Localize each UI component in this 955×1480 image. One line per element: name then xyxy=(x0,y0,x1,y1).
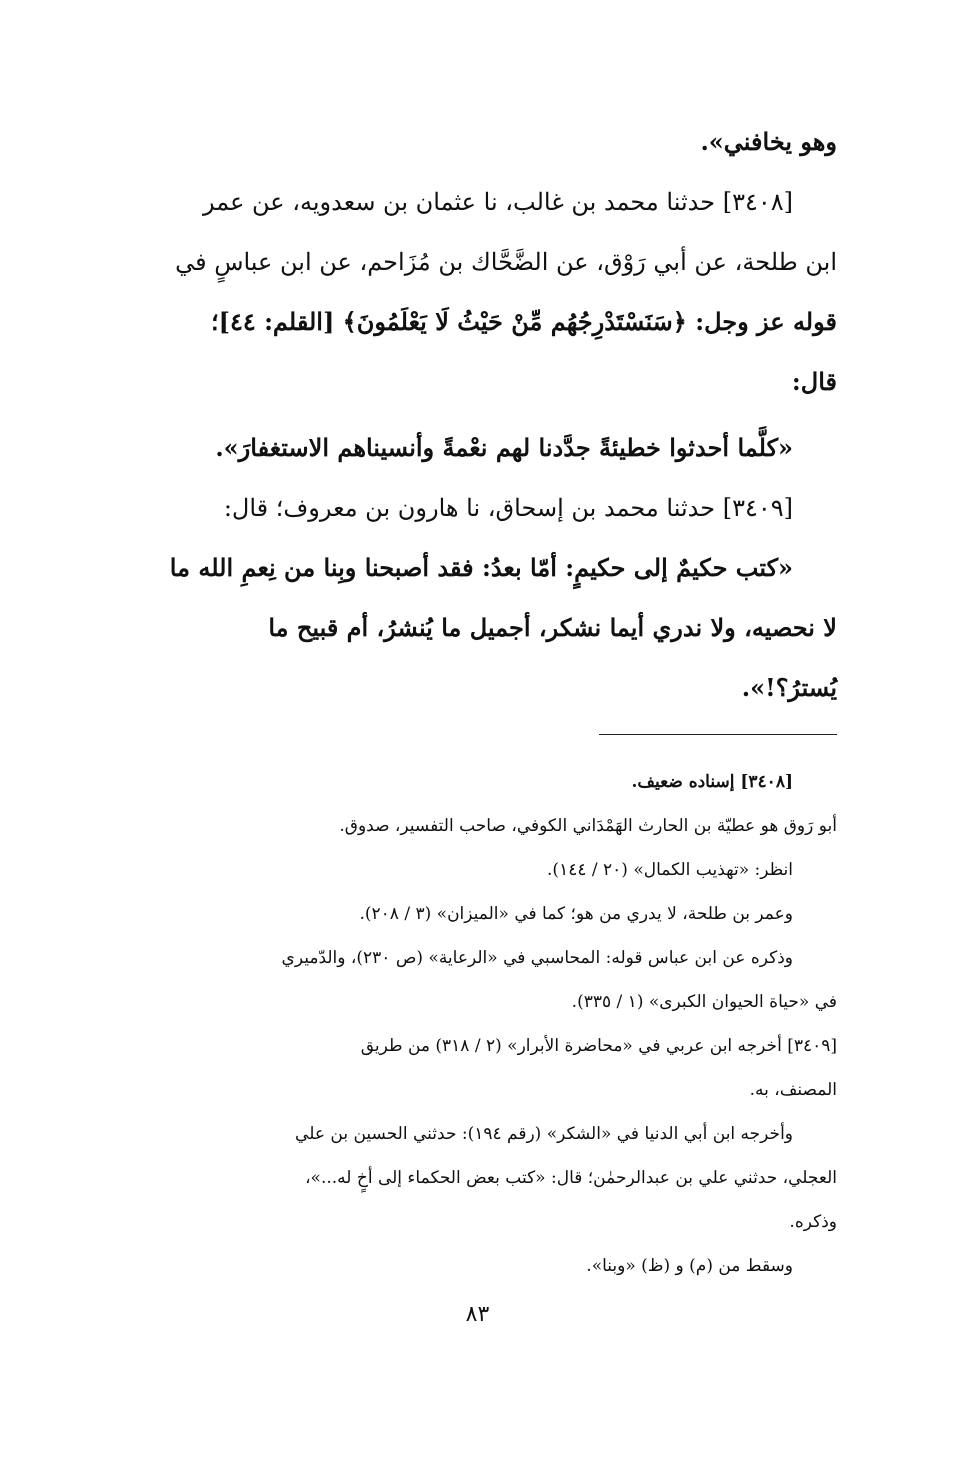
footnote-line: وسقط من (م) و (ظ) «وبنا». xyxy=(586,1256,793,1276)
quote-line: «كتب حكيمٌ إلى حكيمٍ: أمّا بعدُ: فقد أصبحنا وبِنا من نِعمِ الله ما xyxy=(169,553,793,582)
footnote-line: انظر: «تهذيب الكمال» (٢٠ / ١٤٤). xyxy=(547,860,793,880)
footnote-line: أبو رَوق هو عطيّة بن الحارث الهَمْدَاني الكوفي، صاحب التفسير، صدوق. xyxy=(339,816,837,836)
footnote-line: وأخرجه ابن أبي الدنيا في «الشكر» (رقم ١٩٤): حدثني الحسين بن علي xyxy=(295,1124,793,1144)
page-number: ٨٣ xyxy=(465,1302,490,1327)
hadith-3408-line: [٣٤٠٨] حدثنا محمد بن غالب، نا عثمان بن سعدويه، عن عمر xyxy=(202,188,793,216)
main-text xyxy=(117,112,837,718)
footnote-line: في «حياة الحيوان الكبرى» (١ / ٣٣٥). xyxy=(571,992,837,1012)
footnote-divider xyxy=(599,734,837,735)
text-line: قال: xyxy=(791,367,837,396)
hadith-3409-line: [٣٤٠٩] حدثنا محمد بن إسحاق، نا هارون بن معروف؛ قال: xyxy=(223,494,793,522)
footnote-line: وعمر بن طلحة، لا يدري من هو؛ كما في «الميزان» (٣ / ٢٠٨). xyxy=(359,904,793,924)
footnote-line: وذكره. xyxy=(789,1212,837,1232)
text-line: وهو يخافني». xyxy=(700,127,837,156)
quran-verse-line: قوله عز وجل: ﴿سَنَسْتَدْرِجُهُم مِّنْ حَيْثُ لَا يَعْلَمُونَ﴾ [القلم: ٤٤]؛ xyxy=(210,307,837,336)
footnote-line: وذكره عن ابن عباس قوله: المحاسبي في «الرعاية» (ص ٢٣٠)، والدّميري xyxy=(281,948,793,968)
footnote-line: العجلي، حدثني علي بن عبدالرحمٰن؛ قال: «كتب بعض الحكماء إلى أخٍ له...»، xyxy=(305,1168,837,1188)
quote-line: لا نحصيه، ولا ندري أيما نشكر، أجميل ما يُنشرُ، أم قبيح ما xyxy=(268,613,837,642)
quote-line: يُسترُ؟!». xyxy=(741,673,837,702)
footnote-line: المصنف، به. xyxy=(749,1080,837,1100)
footnote-line: [٣٤٠٩] أخرجه ابن عربي في «محاضرة الأبرار» (٢ / ٣١٨) من طريق xyxy=(360,1036,837,1056)
quote-line: «كلَّما أحدثوا خطيئةً جدَّدنا لهم نعْمةً وأنسيناهم الاستغفارَ». xyxy=(215,433,793,462)
footnotes xyxy=(117,760,837,1288)
footnote-line: [٣٤٠٨] إسناده ضعيف. xyxy=(631,772,793,792)
text-line: ابن طلحة، عن أبي رَوْق، عن الضَّحَّاك بن مُزَاحم، عن ابن عباسٍ في xyxy=(175,248,837,276)
